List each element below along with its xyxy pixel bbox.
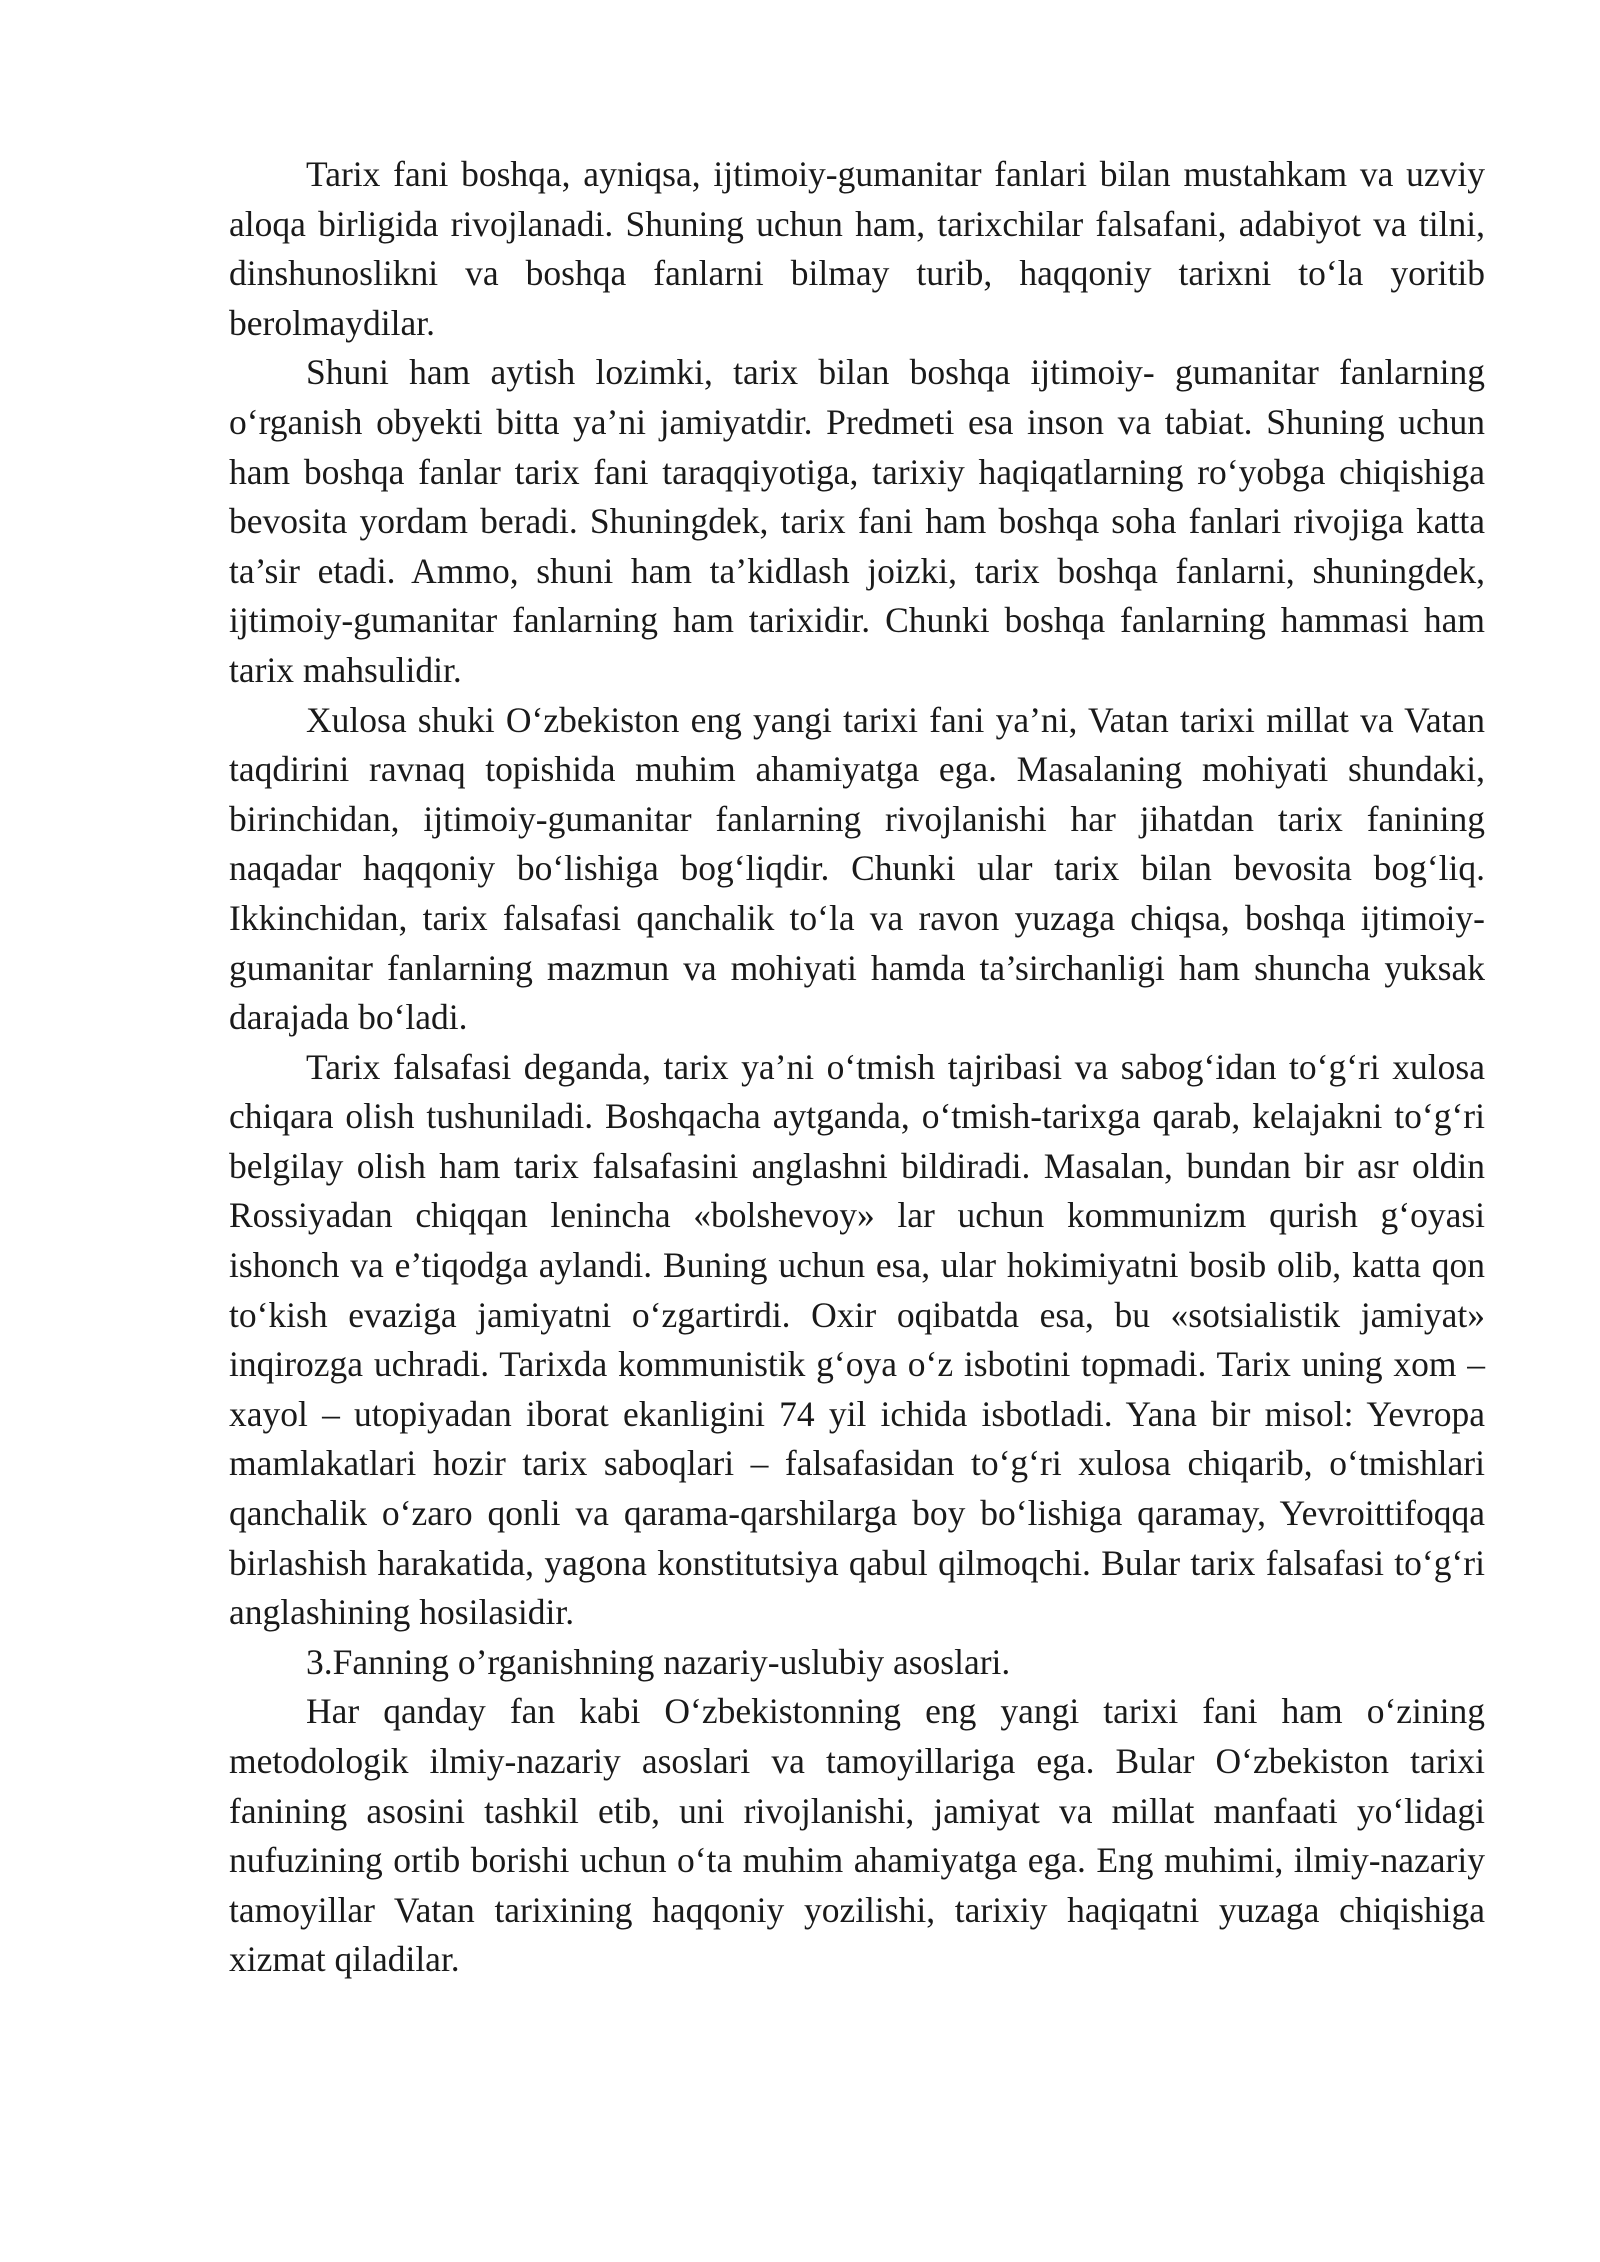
body-text [229,150,1485,1985]
paragraph-2: Shuni ham aytish lozimki, tarix bilan boshqa ijtimoiy- gumanitar fanlarning o‘rganish obyekti bitta ya’ni jamiyatdir. Predmeti esa inson va tabiat. Shuning uchun ham boshqa fanlar tarix fani taraqqiyotiga, tarixiy haqiqatlarning ro‘yobga chiqishiga bevosita yordam beradi. Shuningdek, tarix fani ham boshqa soha fanlari rivojiga katta ta’sir etadi. Ammo, shuni ham ta’kidlash joizki, tarix boshqa fanlarni, shuningdek, ijtimoiy-gumanitar fanlarning ham tarixidir. Chunki boshqa fanlarning hammasi ham tarix mahsulidir. [229,352,1485,690]
section-heading: 3.Fanning o’rganishning nazariy-uslubiy asoslari. [306,1641,1011,1682]
paragraph-1: Tarix fani boshqa, ayniqsa, ijtimoiy-gumanitar fanlari bilan mustahkam va uzviy aloqa birligida rivojlanadi. Shuning uchun ham, tarixchilar falsafani, adabiyot va tilni, dinshunoslikni va boshqa fanlarni bilmay turib, haqqoniy tarixni to‘la yoritib berolmaydilar. [229,154,1485,343]
paragraph-4: Tarix falsafasi deganda, tarix ya’ni o‘tmish tajribasi va sabog‘idan to‘g‘ri xulosa chiqara olish tushuniladi. Boshqacha aytganda, o‘tmish-tarixga qarab, kelajakni to‘g‘ri belgilay olish ham tarix falsafasini anglashni bildiradi. Masalan, bundan bir asr oldin Rossiyadan chiqqan lenincha «bolshevoy» lar uchun kommunizm qurish g‘oyasi ishonch va e’tiqodga aylandi. Buning uchun esa, ular hokimiyatni bosib olib, katta qon to‘kish evaziga jamiyatni o‘zgartirdi. Oxir oqibatda esa, bu «sotsialistik jamiyat» inqirozga uchradi. Tarixda kommunistik g‘oya o‘z isbotini topmadi. Tarix uning xom – xayol – utopiyadan iborat ekanligini 74 yil ichida isbotladi. Yana bir misol: Yevropa mamlakatlari hozir tarix saboqlari – falsafasidan to‘g‘ri xulosa chiqarib, o‘tmishlari qanchalik o‘zaro qonli va qarama-qarshilarga boy bo‘lishiga qaramay, Yevroittifoqqa birlashish harakatida, yagona konstitutsiya qabul qilmoqchi. Bular tarix falsafasi to‘g‘ri anglashining hosilasidir. [229,1046,1485,1633]
paragraph-3: Xulosa shuki O‘zbekiston eng yangi tarixi fani ya’ni, Vatan tarixi millat va Vatan taqdirini ravnaq topishida muhim ahamiyatga ega. Masalaning mohiyati shundaki, birinchidan, ijtimoiy-gumanitar fanlarning rivojlanishi har jihatdan tarix fanining naqadar haqqoniy bo‘lishiga bog‘liqdir. Chunki ular tarix bilan bevosita bog‘liq. Ikkinchidan, tarix falsafasi qanchalik to‘la va ravon yuzaga chiqsa, boshqa ijtimoiy-gumanitar fanlarning mazmun va mohiyati hamda ta’sirchanligi ham shuncha yuksak darajada bo‘ladi. [229,699,1485,1038]
paragraph-5: Har qanday fan kabi O‘zbekistonning eng yangi tarixi fani ham o‘zining metodologik ilmiy-nazariy asoslari va tamoyillariga ega. Bular O‘zbekiston tarixi fanining asosini tashkil etib, uni rivojlanishi, jamiyat va millat manfaati yo‘lidagi nufuzining ortib borishi uchun o‘ta muhim ahamiyatga ega. Eng muhimi, ilmiy-nazariy tamoyillar Vatan tarixining haqqoniy yozilishi, tarixiy haqiqatni yuzaga chiqishiga xizmat qiladilar. [229,1691,1485,1980]
